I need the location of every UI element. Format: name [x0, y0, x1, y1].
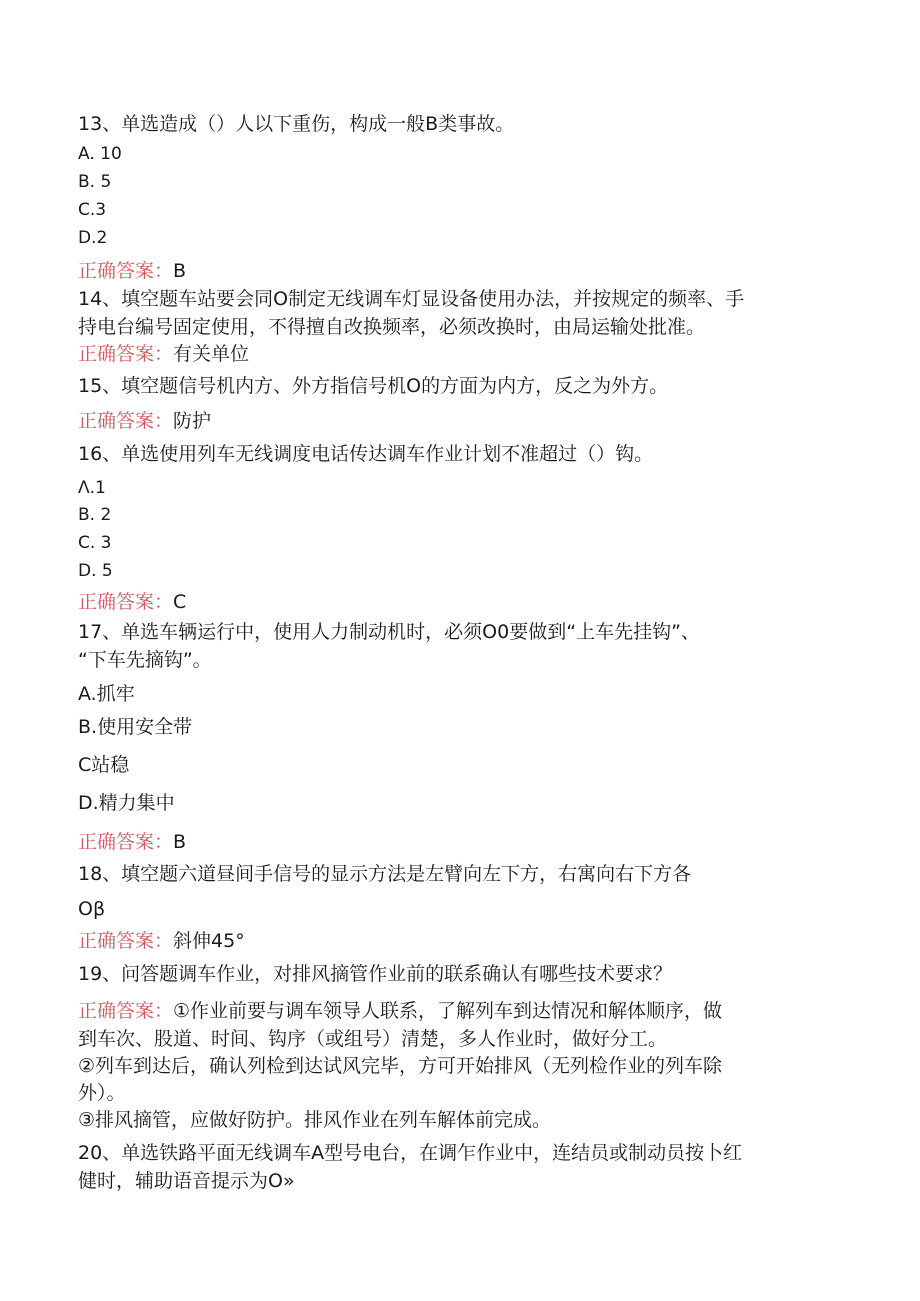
question-18-line-1: 18、填空题六道昼间手信号的显示方法是左臂向左下方，右寓向右下方各	[78, 863, 692, 885]
answer-17	[78, 830, 186, 854]
answer-label: 正确答案：	[78, 831, 174, 853]
question-14-line-2: 持电台编号固定使用，不得擅自改换频率，必须改换时，由局运输处批准。	[78, 316, 706, 338]
option-b: B.使用安全带	[78, 716, 193, 738]
answer-value: B	[173, 260, 187, 282]
answer-label: 正确答案：	[78, 1000, 174, 1022]
answer-19-line-4: 外）。	[78, 1082, 126, 1104]
question-20-line-2: 健时，辅助语音提示为O»	[78, 1170, 295, 1192]
option-a: A.抓牢	[78, 683, 135, 705]
answer-value: C	[173, 591, 187, 613]
question-18-line-2: Oβ	[78, 898, 106, 920]
question-17-line-1: 17、单选车辆运行中，使用人力制动机时，必须O0要做到“上车先挂钩”、	[78, 621, 700, 643]
answer-15	[78, 409, 211, 433]
option-b: B. 5	[78, 172, 112, 192]
answer-19-line-5: ③排风摘管，应做好防护。排风作业在列车解体前完成。	[78, 1109, 552, 1131]
answer-label: 正确答案：	[78, 930, 174, 952]
answer-13	[78, 259, 186, 283]
question-13: 13、单选造成（）人以下重伤，构成一般B类事故。	[78, 113, 515, 135]
answer-value: 防护	[173, 410, 212, 432]
answer-19-line-2: 到车次、股道、时间、钩序（或组号）清楚，多人作业时，做好分工。	[78, 1028, 668, 1050]
question-14-line-1: 14、填空题车站要会同O制定无线调车灯显设备使用办法，并按规定的频率、手	[78, 288, 745, 310]
answer-label: 正确答案：	[78, 591, 174, 613]
answer-18	[78, 929, 245, 953]
option-c: C.3	[78, 200, 107, 220]
option-b: B. 2	[78, 505, 112, 525]
option-d: D. 5	[78, 561, 113, 581]
option-a: Λ.1	[78, 478, 106, 498]
answer-16	[78, 590, 186, 614]
option-d: D.2	[78, 228, 108, 248]
question-16: 16、单选使用列车无线调度电话传达调车作业计划不准超过（）钩。	[78, 443, 654, 465]
question-19: 19、问答题调车作业，对排风摘管作业前的联系确认有哪些技术要求？	[78, 963, 673, 985]
question-17-line-2: “下车先摘钩”。	[78, 649, 212, 671]
answer-value: 斜伸45°	[173, 930, 245, 952]
question-15: 15、填空题信号机内方、外方指信号机O的方面为内方，反之为外方。	[78, 375, 669, 397]
answer-label: 正确答案：	[78, 260, 174, 282]
answer-14	[78, 342, 249, 366]
answer-19-line-3: ②列车到达后，确认列检到达试风完毕，方可开始排风（无列检作业的列车除	[78, 1055, 723, 1077]
option-a: A. 10	[78, 144, 122, 164]
option-c: C站稳	[78, 754, 130, 776]
answer-value: ①作业前要与调车领导人联系，了解列车到达情况和解体顺序，做	[173, 1000, 723, 1022]
answer-value: B	[173, 831, 187, 853]
answer-label: 正确答案：	[78, 410, 174, 432]
option-c: C. 3	[78, 533, 112, 553]
answer-label: 正确答案：	[78, 343, 174, 365]
question-20-line-1: 20、单选铁路平面无线调车A型号电台，在调乍作业中，连结员或制动员按卜红	[78, 1142, 743, 1164]
answer-19-line-1	[78, 999, 722, 1023]
option-d: D.精力集中	[78, 792, 175, 814]
answer-value: 有关单位	[173, 343, 250, 365]
